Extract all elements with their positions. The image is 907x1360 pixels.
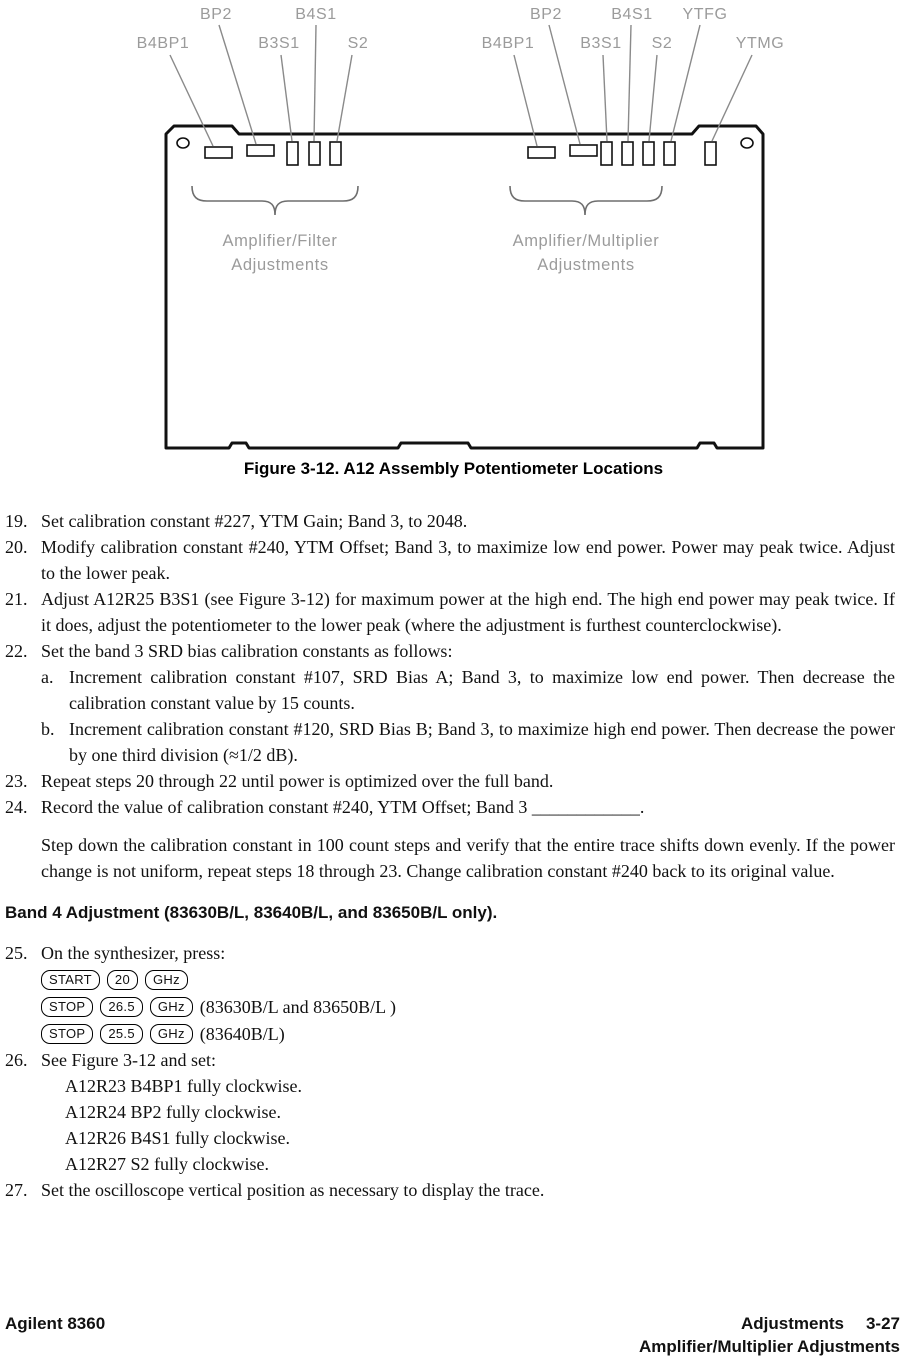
pot-right-ytmg (705, 142, 716, 165)
substep-22a (41, 664, 895, 716)
footer-page-number: 3-27 (865, 1314, 900, 1333)
leader-line (337, 55, 352, 141)
pot-left-bp2 (247, 145, 274, 156)
leader-line (314, 25, 316, 141)
substep-text: Increment calibration constant #107, SRD Bias A; Band 3, to maximize low end power. Then decrease the calibration constant value by 15 counts. (69, 667, 895, 713)
step-number: 24. (5, 797, 28, 817)
substep-text: Increment calibration constant #120, SRD Bias B; Band 3, to maximize high end power. Then decrease the power by one third division (≈1/2 dB). (69, 719, 895, 765)
key-row-suffix: (83640B/L) (199, 1023, 285, 1044)
step-number: 20. (5, 537, 28, 557)
step-number: 25. (5, 943, 28, 963)
label-right-s2: S2 (651, 35, 673, 52)
synth-key-stop: STOP (41, 1024, 93, 1044)
label-left-b3s1: B3S1 (258, 35, 300, 52)
step-number: 22. (5, 641, 28, 661)
step-text: Adjust A12R25 B3S1 (see Figure 3-12) for maximum power at the high end. The high end power may peak twice. If it does, adjust the potentiometer to the lower peak (where the adjustment is furthest counterclockwise). (41, 589, 895, 635)
pot-left-s2 (330, 142, 341, 165)
pot-right-ytfg (664, 142, 675, 165)
step-number: 19. (5, 511, 28, 531)
footer-product: Agilent 8360 (5, 1314, 106, 1333)
step-number: 23. (5, 771, 28, 791)
step-22 (5, 638, 895, 768)
leader-line (549, 25, 580, 144)
step-text-line: Set the band 3 SRD bias calibration constants as follows: (41, 641, 453, 661)
pot-setting-line: A12R26 B4S1 fully clockwise. (65, 1128, 290, 1148)
leader-line (649, 55, 657, 141)
step-text (41, 638, 895, 768)
step-number: 21. (5, 589, 28, 609)
step-number: 27. (5, 1180, 28, 1200)
synth-key-stop: STOP (41, 997, 93, 1017)
synth-key-20: 20 (107, 970, 138, 990)
label-right-b4s1: B4S1 (611, 6, 653, 23)
brace-label-amplifier-multiplier-2: Adjustments (537, 256, 635, 274)
synth-key-ghz: GHz (150, 1024, 193, 1044)
pot-left-b4s1 (309, 142, 320, 165)
step-text (41, 1047, 895, 1177)
step-25 (5, 940, 895, 1047)
screw-hole-right-icon (741, 138, 753, 148)
brace-label-amplifier-filter-1: Amplifier/Filter (222, 232, 338, 250)
substep-22b (41, 716, 895, 768)
label-right-b4bp1: B4BP1 (481, 35, 535, 52)
label-left-b4bp1: B4BP1 (136, 35, 190, 52)
label-left-s2: S2 (347, 35, 369, 52)
brace-label-amplifier-multiplier-1: Amplifier/Multiplier (512, 232, 660, 250)
step-text: Repeat steps 20 through 22 until power is optimized over the full band. (41, 771, 554, 791)
label-left-bp2: BP2 (199, 6, 233, 23)
step-21 (5, 586, 895, 638)
synth-key-start: START (41, 970, 100, 990)
step-text: Set the oscilloscope vertical position as necessary to display the trace. (41, 1180, 545, 1200)
step-23 (5, 768, 895, 794)
step-text-line: See Figure 3-12 and set: (41, 1050, 216, 1070)
footer-subsection-title: Amplifier/Multiplier Adjustments (638, 1337, 900, 1356)
footer-section (639, 1312, 900, 1358)
figure-caption: Figure 3-12. A12 Assembly Potentiometer Locations (243, 459, 664, 478)
key-row-suffix: (83630B/L and 83650B/L ) (199, 996, 396, 1017)
step-27 (5, 1177, 895, 1203)
step-text (41, 940, 895, 1047)
substep-letter: b. (41, 719, 55, 739)
leader-line (281, 55, 292, 141)
pot-setting-line: A12R27 S2 fully clockwise. (65, 1154, 269, 1174)
synth-key-row-stop-25_5 (41, 1020, 895, 1047)
footer-chapter-line (639, 1312, 900, 1335)
leader-line (628, 25, 631, 141)
step-19 (5, 508, 895, 534)
screw-hole-left-icon (177, 138, 189, 148)
synth-key-25_5: 25.5 (100, 1024, 143, 1044)
pot-setting-line: A12R23 B4BP1 fully clockwise. (65, 1076, 302, 1096)
label-right-ytmg: YTMG (735, 35, 785, 52)
pot-right-b4bp1 (528, 147, 555, 158)
underbrace-left (192, 186, 358, 215)
pot-right-bp2 (570, 145, 597, 156)
label-right-b3s1: B3S1 (580, 35, 622, 52)
synth-key-ghz: GHz (145, 970, 188, 990)
step-26 (5, 1047, 895, 1177)
substep-letter: a. (41, 667, 54, 687)
step-number: 26. (5, 1050, 28, 1070)
step-text: Record the value of calibration constant #240, YTM Offset; Band 3 ____________. (41, 797, 645, 817)
band4-adjustment-heading: Band 4 Adjustment (83630B/L, 83640B/L, and 83650B/L only). (5, 903, 498, 922)
pot-setting-line: A12R24 BP2 fully clockwise. (65, 1102, 281, 1122)
synth-key-row-start (41, 966, 895, 993)
step-text-line: On the synthesizer, press: (41, 943, 226, 963)
leader-line (514, 55, 537, 146)
step-20 (5, 534, 895, 586)
chassis-outline (166, 126, 763, 448)
footer-chapter-title: Adjustments (741, 1314, 844, 1333)
step-24-note-paragraph: Step down the calibration constant in 100 count steps and verify that the entire trace shifts down evenly. If the power change is not uniform, repeat steps 18 through 23. Change calibration constant #240 back to its original value. (41, 835, 895, 881)
leader-line (671, 25, 700, 141)
pot-right-s2 (643, 142, 654, 165)
step-text: Modify calibration constant #240, YTM Offset; Band 3, to maximize low end power. Power may peak twice. Adjust to the lower peak. (41, 537, 895, 583)
step-text: Set calibration constant #227, YTM Gain; Band 3, to 2048. (41, 511, 468, 531)
pot-right-b3s1 (601, 142, 612, 165)
label-right-ytfg: YTFG (682, 6, 728, 23)
leader-line (712, 55, 752, 141)
underbrace-right (510, 186, 662, 215)
step-24 (5, 794, 895, 820)
pot-left-b4bp1 (205, 147, 232, 158)
synth-key-26_5: 26.5 (100, 997, 143, 1017)
leader-line (170, 55, 213, 146)
pot-right-b4s1 (622, 142, 633, 165)
leader-line (603, 55, 607, 141)
procedure-steps (5, 508, 895, 1203)
synth-key-ghz: GHz (150, 997, 193, 1017)
label-right-bp2: BP2 (529, 6, 563, 23)
page-footer (5, 1312, 900, 1358)
a12-assembly-diagram (0, 0, 907, 458)
brace-label-amplifier-filter-2: Adjustments (231, 256, 329, 274)
label-left-b4s1: B4S1 (295, 6, 337, 23)
synth-key-row-stop-26_5 (41, 993, 895, 1020)
pot-left-b3s1 (287, 142, 298, 165)
